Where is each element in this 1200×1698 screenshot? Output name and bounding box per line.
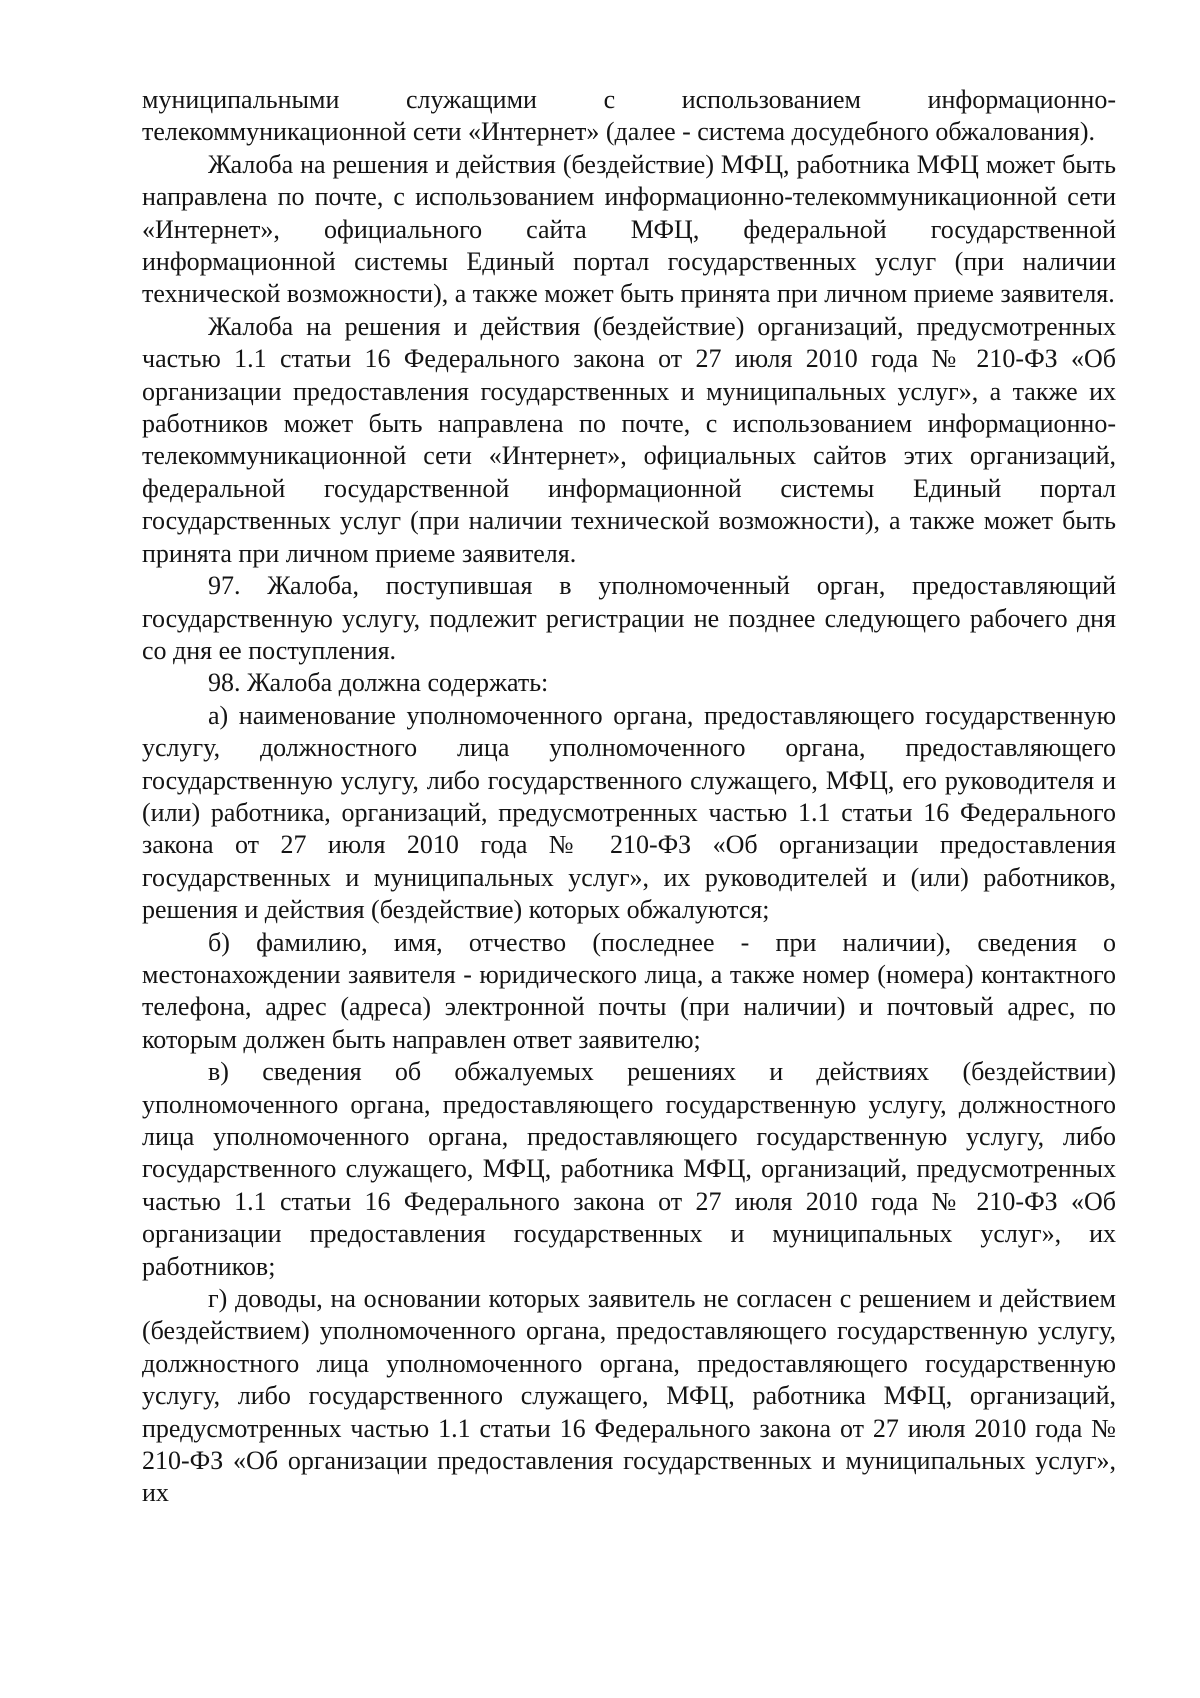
paragraph-complaint-system-continuation: муниципальными служащими с использованием информационно-телекоммуникационной сети «Интернет» (далее - система досудебного обжалования). <box>142 85 1116 147</box>
paragraph-mfc-complaint: Жалоба на решения и действия (бездействие) МФЦ, работника МФЦ может быть направлена по почте, с использованием информационно-телекоммуникационной сети «Интернет», официального сайта МФЦ, федеральной государственной информационной системы Единый портал государственных услуг (при наличии технической возможности), а также может быть принята при личном приеме заявителя. <box>142 149 1116 309</box>
paragraph-97-registration: 97. Жалоба, поступившая в уполномоченный орган, предоставляющий государственную услугу, подлежит регистрации не позднее следующего рабочего дня со дня ее поступления. <box>142 571 1116 665</box>
paragraph-98-item-b: б) фамилию, имя, отчество (последнее - при наличии), сведения о местонахождении заявителя - юридического лица, а также номер (номера) контактного телефона, адрес (адреса) электронной почты (при наличии) и почтовый адрес, по которым должен быть направлен ответ заявителю; <box>142 927 1116 1054</box>
paragraph-organizations-complaint: Жалоба на решения и действия (бездействие) организаций, предусмотренных частью 1.1 статьи 16 Федерального закона от 27 июля 2010 года № 210-ФЗ «Об организации предоставления государственных и муниципальных услуг», а также их работников может быть направлена по почте, с использованием информационно-телекоммуникационной сети «Интернет», официальных сайтов этих организаций, федеральной государственной информационной системы Единый портал государственных услуг (при наличии технической возможности), а также может быть принята при личном приеме заявителя. <box>142 311 1116 568</box>
paragraph-98-item-v: в) сведения об обжалуемых решениях и действиях (бездействии) уполномоченного органа, предоставляющего государственную услугу, должностного лица уполномоченного органа, предоставляющего государственную услугу, либо государственного служащего, МФЦ, работника МФЦ, организаций, предусмотренных частью 1.1 статьи 16 Федерального закона от 27 июля 2010 года № 210-ФЗ «Об организации предоставления государственных и муниципальных услуг», их работников; <box>142 1057 1116 1281</box>
paragraph-98-item-a: а) наименование уполномоченного органа, предоставляющего государственную услугу, должностного лица уполномоченного органа, предоставляющего государственную услугу, либо государственного служащего, МФЦ, его руководителя и (или) работника, организаций, предусмотренных частью 1.1 статьи 16 Федерального закона от 27 июля 2010 года № 210-ФЗ «Об организации предоставления государственных и муниципальных услуг», их руководителей и (или) работников, решения и действия (бездействие) которых обжалуются; <box>142 700 1116 925</box>
document-page <box>142 84 1116 1510</box>
paragraph-98-item-g: г) доводы, на основании которых заявитель не согласен с решением и действием (бездействием) уполномоченного органа, предоставляющего государственную услугу, должностного лица уполномоченного органа, предоставляющего государственную услугу, либо государственного служащего, МФЦ, работника МФЦ, организаций, предусмотренных частью 1.1 статьи 16 Федерального закона от 27 июля 2010 года № 210-ФЗ «Об организации предоставления государственных и муниципальных услуг», их <box>142 1284 1116 1508</box>
paragraph-98-contents: 98. Жалоба должна содержать: <box>208 668 549 698</box>
